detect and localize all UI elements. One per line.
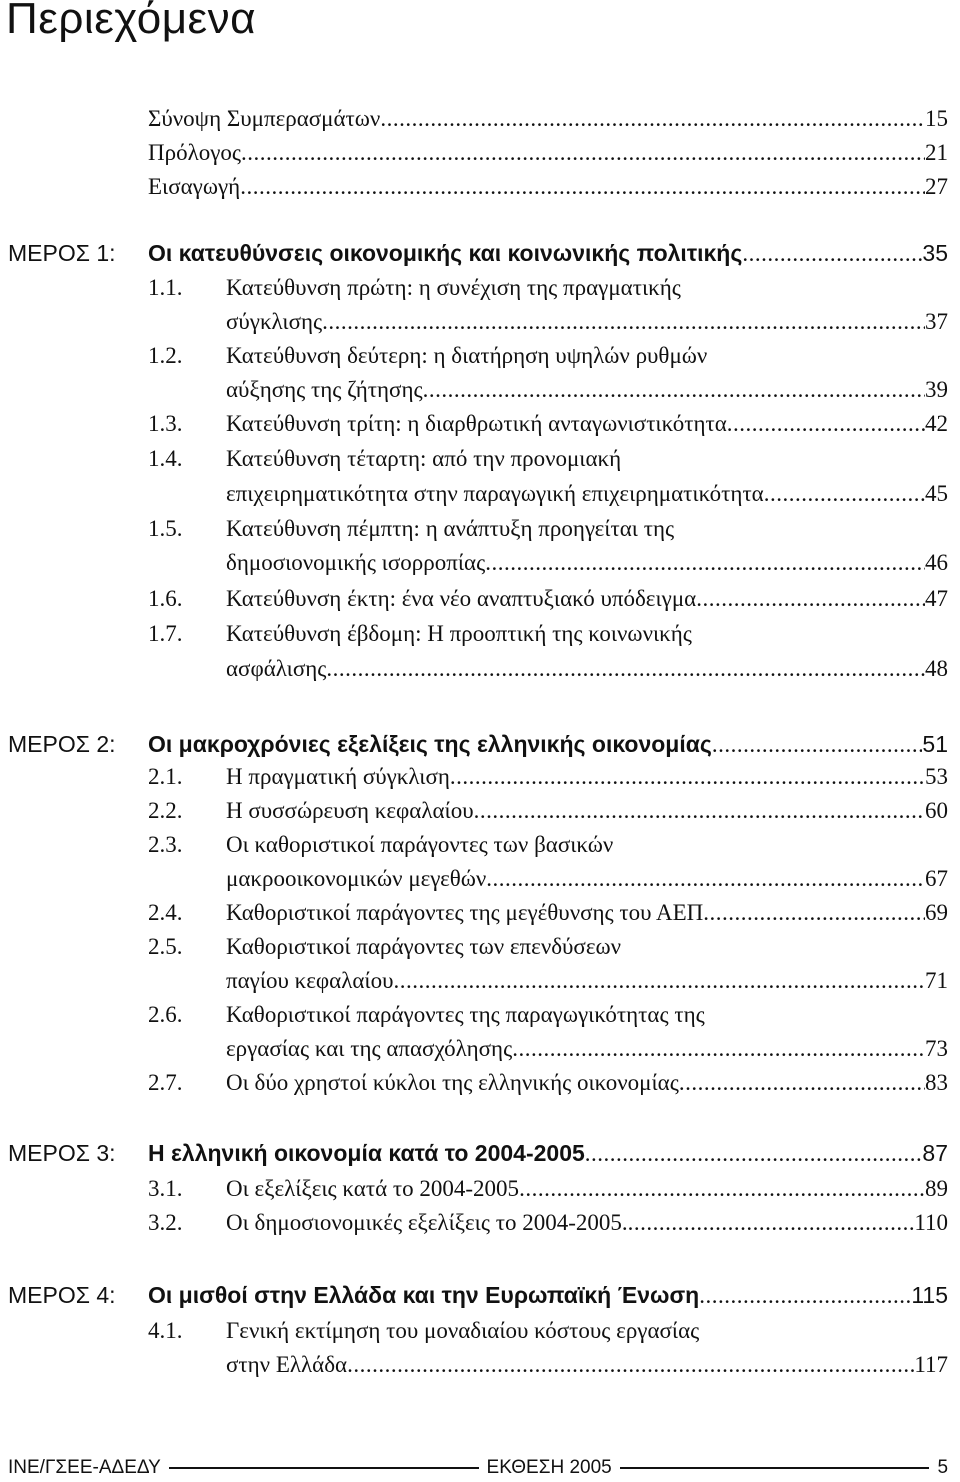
toc-entry-line[interactable]: [226, 339, 948, 373]
toc-page-number: 73: [925, 1036, 948, 1061]
toc-part-4[interactable]: [148, 1278, 948, 1312]
toc-entry-line[interactable]: [226, 998, 948, 1032]
toc-entry-text: Καθοριστικοί παράγοντες των επενδύσεων: [226, 934, 622, 959]
toc-page-number: 83: [925, 1070, 948, 1095]
section-number: 2.7.: [148, 1070, 183, 1095]
toc-entry-line[interactable]: [226, 617, 948, 651]
toc-entry-text: Γενική εκτίμηση του μοναδιαίου κόστους εργασίας: [226, 1318, 700, 1343]
toc-page-number: 110: [914, 1210, 948, 1235]
toc-entry-line[interactable]: [226, 652, 948, 686]
toc-page-number: 60: [925, 798, 948, 823]
leader-dots: [486, 862, 925, 896]
toc-entry-line[interactable]: [226, 271, 948, 305]
toc-entry-text: παγίου κεφαλαίου: [226, 968, 394, 993]
section-number: 2.6.: [148, 1002, 183, 1027]
leader-dots: [712, 728, 923, 762]
section-number: 1.3.: [148, 411, 183, 436]
leader-dots: [764, 477, 925, 511]
toc-entry-text: Κατεύθυνση έκτη: ένα νέο αναπτυξιακό υπόδειγμα: [226, 586, 697, 611]
leader-dots: [703, 896, 925, 930]
toc-page-number: 115: [911, 1282, 948, 1308]
toc-part-1[interactable]: [148, 236, 948, 270]
leader-dots: [485, 546, 925, 580]
toc-page-number: 35: [922, 240, 948, 266]
footer-page-number: 5: [937, 1457, 949, 1478]
section-number: 2.5.: [148, 934, 183, 959]
section-number: 1.6.: [148, 586, 183, 611]
toc-entry-line[interactable]: [226, 1066, 948, 1100]
toc-entry-line[interactable]: [226, 407, 948, 441]
part-title: Οι κατευθύνσεις οικονομικής και κοινωνικής πολιτικής: [148, 240, 743, 266]
section-number: 1.5.: [148, 516, 183, 541]
toc-entry-text: στην Ελλάδα: [226, 1352, 348, 1377]
part-label: ΜΕΡΟΣ 1:: [8, 240, 116, 266]
toc-entry-text: επιχειρηματικότητα στην παραγωγική επιχειρηματικότητα: [226, 481, 764, 506]
page-footer: [8, 1455, 948, 1481]
toc-page-number: 89: [925, 1176, 948, 1201]
leader-dots: [450, 760, 925, 794]
toc-entry-line[interactable]: [226, 760, 948, 794]
toc-page-number: 47: [925, 586, 948, 611]
toc-part-3[interactable]: [148, 1136, 948, 1170]
leader-dots: [474, 794, 925, 828]
part-label: ΜΕΡΟΣ 4:: [8, 1282, 116, 1308]
toc-page-number: 69: [925, 900, 948, 925]
section-number: 3.1.: [148, 1176, 183, 1201]
toc-page-number: 51: [922, 731, 948, 757]
toc-entry-text: Η συσσώρευση κεφαλαίου: [226, 798, 474, 823]
leader-dots: [394, 964, 925, 998]
toc-entry-line[interactable]: [226, 546, 948, 580]
toc-entry-introduction[interactable]: [148, 170, 948, 204]
leader-dots: [322, 305, 925, 339]
toc-part-2[interactable]: [148, 727, 948, 761]
section-number: 3.2.: [148, 1210, 183, 1235]
leader-dots: [727, 407, 925, 441]
leader-dots: [512, 1032, 925, 1066]
toc-entry-line[interactable]: [226, 862, 948, 896]
toc-entry-text: σύγκλισης: [226, 309, 323, 334]
leader-dots: [679, 1066, 925, 1100]
toc-page-number: 42: [925, 411, 948, 436]
footer-center: ΕΚΘΕΣΗ 2005: [486, 1457, 612, 1478]
page-title: Περιεχόμενα: [6, 0, 257, 43]
toc-page-number: 117: [914, 1352, 948, 1377]
toc-entry-text: εργασίας και της απασχόλησης: [226, 1036, 513, 1061]
toc-page-number: 39: [925, 377, 948, 402]
toc-entry-text: Καθοριστικοί παράγοντες της μεγέθυνσης του ΑΕΠ: [226, 900, 704, 925]
leader-dots: [628, 1206, 915, 1240]
toc-entry-text: δημοσιονομικής ισορροπίας: [226, 550, 486, 575]
part-title: Οι μακροχρόνιες εξελίξεις της ελληνικής οικονομίας: [148, 731, 712, 757]
section-number: 2.4.: [148, 900, 183, 925]
toc-entry-text: Εισαγωγή: [148, 174, 241, 199]
toc-entry-text: Σύνοψη Συμπερασμάτων: [148, 106, 381, 131]
toc-entry-text: ασφάλισης: [226, 656, 327, 681]
section-number: 1.2.: [148, 343, 183, 368]
toc-entry-text: μακροοικονομικών μεγεθών: [226, 866, 487, 891]
toc-entry-text: αύξησης της ζήτησης: [226, 377, 423, 402]
toc-entry-text: Η πραγματική σύγκλιση: [226, 764, 450, 789]
leader-dots: [240, 170, 925, 204]
toc-entry-line[interactable]: [226, 828, 948, 862]
toc-entry-text: Κατεύθυνση τέταρτη: από την προνομιακή: [226, 446, 622, 471]
toc-page-number: 48: [925, 656, 948, 681]
toc-entry-line[interactable]: [226, 964, 948, 998]
toc-entry-line[interactable]: [226, 1348, 948, 1382]
leader-dots: [696, 582, 925, 616]
toc-page-number: 67: [925, 866, 948, 891]
section-number: 2.1.: [148, 764, 183, 789]
section-number: 1.4.: [148, 446, 183, 471]
toc-page-number: 87: [922, 1140, 948, 1166]
toc-entry-summary[interactable]: [148, 102, 948, 136]
leader-dots: [699, 1279, 911, 1313]
toc-page-number: 45: [925, 481, 948, 506]
part-title: Η ελληνική οικονομία κατά το 2004-2005: [148, 1140, 585, 1166]
toc-page-number: 27: [925, 174, 948, 199]
toc-entry-text: Οι εξελίξεις κατά το 2004-2005: [226, 1176, 520, 1201]
toc-entry-text: Κατεύθυνση πρώτη: η συνέχιση της πραγματικής: [226, 275, 681, 300]
toc-entry-text: Καθοριστικοί παράγοντες της παραγωγικότητας της: [226, 1002, 705, 1027]
toc-entry-text: Οι δημοσιονομικές εξελίξεις το 2004-2005.: [226, 1210, 628, 1235]
toc-entry-line[interactable]: [226, 582, 948, 616]
toc-entry-line[interactable]: [226, 477, 948, 511]
toc-entry-line[interactable]: [226, 442, 948, 476]
part-label: ΜΕΡΟΣ 3:: [8, 1140, 116, 1166]
footer-rule: [169, 1467, 479, 1469]
toc-entry-text: Πρόλογος: [148, 140, 242, 165]
toc-entry-text: Οι δύο χρηστοί κύκλοι της ελληνικής οικονομίας: [226, 1070, 679, 1095]
toc-entry-line[interactable]: [226, 1206, 948, 1240]
part-title: Οι μισθοί στην Ελλάδα και την Ευρωπαϊκή Ένωση: [148, 1282, 700, 1308]
toc-page-number: 21: [925, 140, 948, 165]
toc-entry-line[interactable]: [226, 1314, 948, 1348]
leader-dots: [380, 102, 925, 136]
section-number: 1.1.: [148, 275, 183, 300]
toc-entry-line[interactable]: [226, 1032, 948, 1066]
toc-entry-line[interactable]: [226, 512, 948, 546]
leader-dots: [742, 237, 922, 271]
toc-page-number: 46: [925, 550, 948, 575]
section-number: 2.3.: [148, 832, 183, 857]
toc-entry-text: Κατεύθυνση έβδομη: Η προοπτική της κοινωνικής: [226, 621, 692, 646]
toc-entry-text: Οι καθοριστικοί παράγοντες των βασικών: [226, 832, 614, 857]
leader-dots: [241, 136, 925, 170]
footer-rule: [620, 1467, 930, 1469]
toc-entry-line[interactable]: [226, 305, 948, 339]
toc-page-number: 53: [925, 764, 948, 789]
toc-page-number: 15: [925, 106, 948, 131]
toc-entry-line[interactable]: [226, 373, 948, 407]
toc-entry-line[interactable]: [226, 1172, 948, 1206]
toc-entry-line[interactable]: [226, 896, 948, 930]
leader-dots: [347, 1348, 914, 1382]
toc-entry-preface[interactable]: [148, 136, 948, 170]
toc-page-number: 71: [925, 968, 948, 993]
footer-left: ΙΝΕ/ΓΣΕΕ-ΑΔΕΔΥ: [8, 1457, 161, 1478]
toc-entry-text: Κατεύθυνση πέμπτη: η ανάπτυξη προηγείται της: [226, 516, 675, 541]
leader-dots: [423, 373, 925, 407]
toc-entry-line[interactable]: [226, 794, 948, 828]
part-label: ΜΕΡΟΣ 2:: [8, 731, 116, 757]
leader-dots: [326, 652, 925, 686]
section-number: 1.7.: [148, 621, 183, 646]
toc-page-number: 37: [925, 309, 948, 334]
leader-dots: [585, 1137, 923, 1171]
toc-entry-text: Κατεύθυνση δεύτερη: η διατήρηση υψηλών ρυθμών: [226, 343, 708, 368]
toc-entry-line[interactable]: [226, 930, 948, 964]
leader-dots: [519, 1172, 925, 1206]
toc-entry-text: Κατεύθυνση τρίτη: η διαρθρωτική ανταγωνιστικότητα: [226, 411, 727, 436]
section-number: 4.1.: [148, 1318, 183, 1343]
section-number: 2.2.: [148, 798, 183, 823]
